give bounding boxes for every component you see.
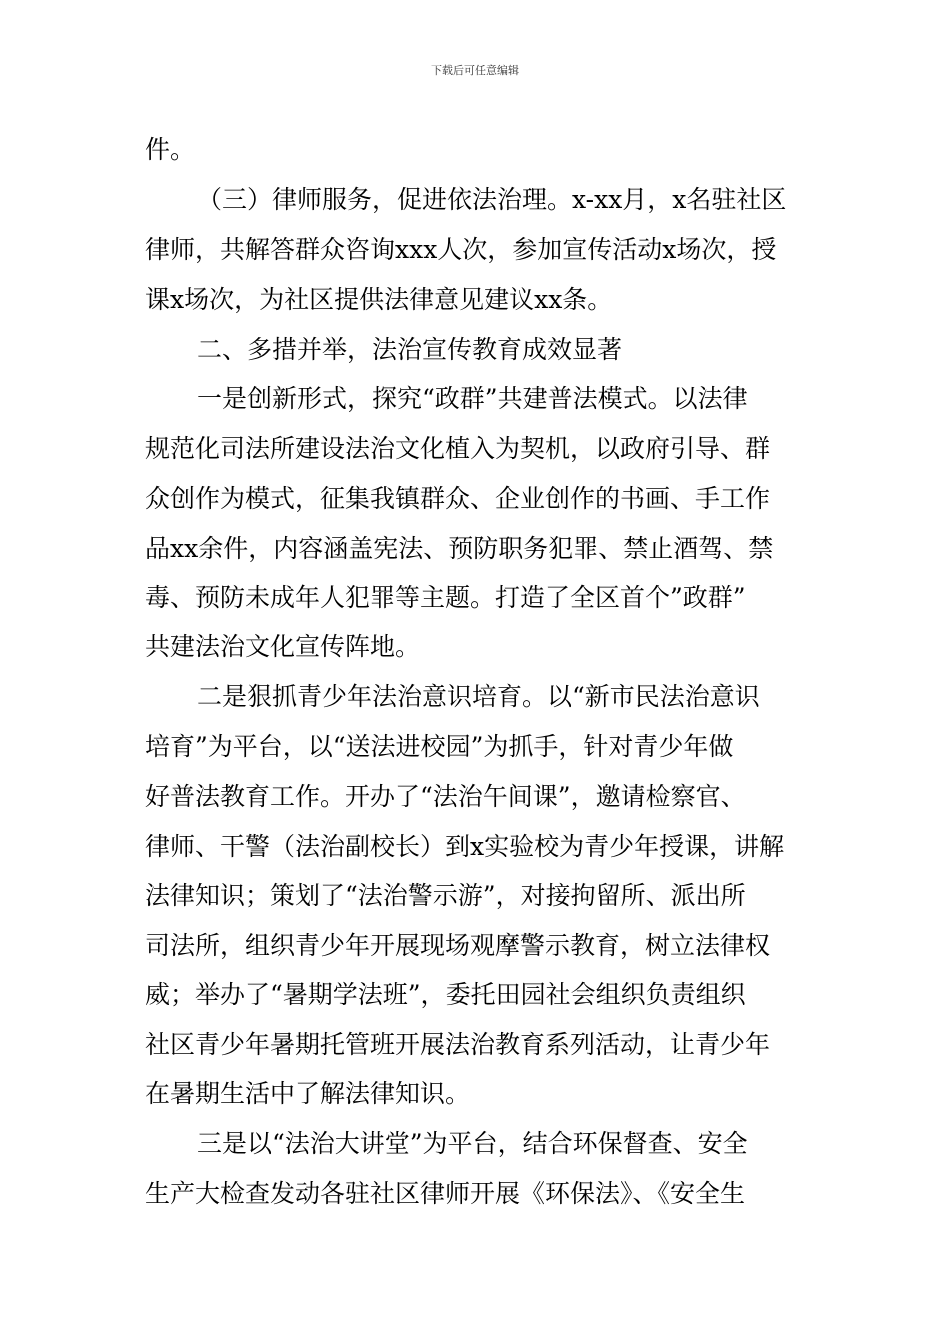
body-text-line: 司法所，组织青少年开展现场观摩警示教育，树立法律权 [145,931,771,960]
body-text-line: 品xx余件，内容涵盖宪法、预防职务犯罪、禁止酒驾、禁 [145,534,774,563]
paragraph-heading-lawyer-service: （三）律师服务，促进依法治理。x-xx月，x名驻社区 [197,185,787,214]
body-text-line: 件。 [145,135,196,164]
body-text-line: 在暑期生活中了解法律知识。 [145,1079,471,1108]
body-text-line: 规范化司法所建设法治文化植入为契机，以政府引导、群 [145,434,771,463]
page-header: 下载后可任意编辑 [431,64,519,77]
body-text-line: 众创作为模式，征集我镇群众、企业创作的书画、手工作 [145,484,771,513]
body-text-line: 三是以“法治大讲堂”为平台，结合环保督查、安全 [197,1129,748,1158]
body-text-line: 法律知识；策划了“法治警示游”，对接拘留所、派出所 [145,881,746,910]
body-text-line: 律师，共解答群众咨询xxx人次，参加宣传活动x场次，授 [145,235,777,264]
body-text-line: 二是狠抓青少年法治意识培育。以“新市民法治意识 [197,682,760,711]
body-text-line: 课x场次，为社区提供法律意见建议xx条。 [145,285,613,314]
body-text-line: 毒、预防未成年人犯罪等主题。打造了全区首个”政群” [145,583,746,612]
body-text-line: 好普法教育工作。开办了“法治午间课”，邀请检察官、 [145,782,746,811]
body-text-line: 共建法治文化宣传阵地。 [145,632,421,661]
body-text-line: 威；举办了“暑期学法班”，委托田园社会组织负责组织 [145,980,746,1009]
body-text-line: 一是创新形式，探究“政群”共建普法模式。以法律 [197,384,748,413]
body-text-line: 律师、干警（法治副校长）到x实验校为青少年授课，讲解 [145,832,785,861]
body-text-line: 社区青少年暑期托管班开展法治教育系列活动，让青少年 [145,1030,771,1059]
body-text-line: 生产大检查发动各驻社区律师开展《环保法》、《安全生 [145,1179,746,1208]
body-text-line: 培育”为平台，以“送法进校园”为抓手，针对青少年做 [145,732,734,761]
section-heading: 二、多措并举，法治宣传教育成效显著 [197,335,623,364]
